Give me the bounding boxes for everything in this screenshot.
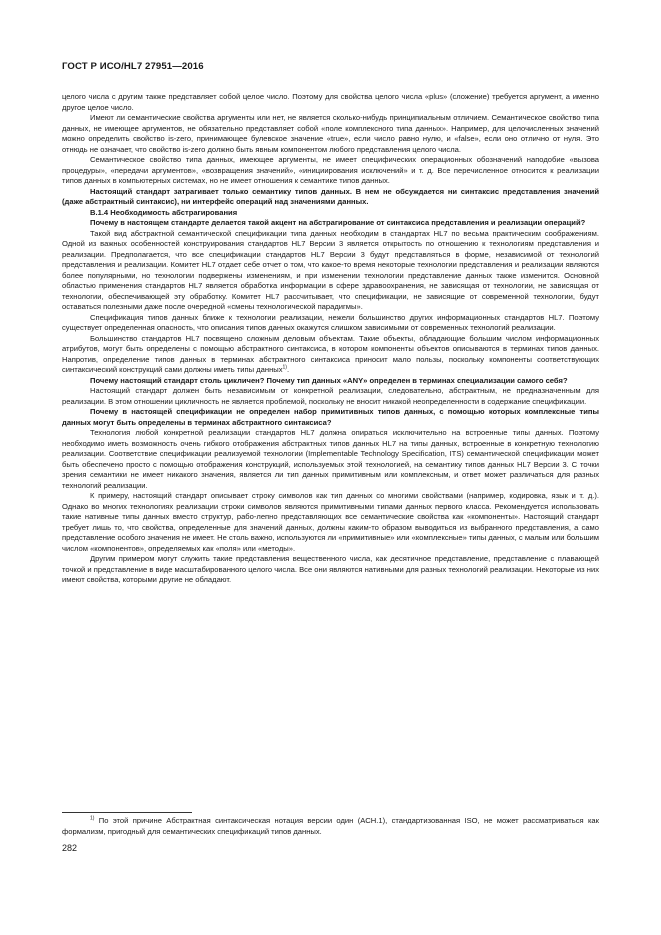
question-heading: Почему в настоящей спецификации не определен набор примитивных типов данных, с помощью которых комплексные типы данных могут быть определены в терминах абстрактного синтаксиса? [62, 407, 599, 427]
footnote [62, 816, 599, 837]
section-heading: В.1.4 Необходимость абстрагирования [90, 207, 238, 217]
paragraph: Другим примером могут служить такие представления вещественного числа, как десятичное представление, представление с плавающей точкой и представление в виде масштабированного целого числа. Все они являются нативными для разных технологий реализации. Некоторые из них имеют свойства, которыми другие не обладают. [62, 554, 599, 584]
footnote-ref: 1) [282, 364, 287, 371]
footnote-divider [62, 812, 192, 813]
page-number: 282 [62, 843, 78, 853]
document-body [62, 92, 599, 586]
paragraph: Настоящий стандарт должен быть независимым от конкретной реализации, следовательно, абстрактным, не предназначенным для реализации. В этом отношении цикличность не является проблемой, поскольку не вносит никакой неопределенности в содержание спецификации. [62, 386, 599, 406]
paragraph: Спецификация типов данных ближе к технологии реализации, нежели большинство других информационных стандартов HL7. Поэтому существует определенная опасность, что описания типов данных окажутся слишком зависимыми от современных технологий реализации. [62, 312, 599, 332]
paragraph-text: Большинство стандартов HL7 посвящено сложным деловым объектам. Такие объекты, обладающие большим числом информационных атрибутов, могут быть определены с помощью абстрактного синтаксиса, в котором компоненты объектов описываются в терминах типов данных. Напротив, определение типов данных в терминах абстрактного синтаксиса приносит мало пользы, поскольку компоненты соответствующих синтаксический конструкций сами должны иметь типы данных [62, 333, 599, 374]
footnote-marker: 1) [90, 815, 95, 822]
paragraph: К примеру, настоящий стандарт описывает строку символов как тип данных со многими свойствами (например, кодировка, язык и т. д.). Однако во многих технологиях реализации строки символов являются примитивными типами данных первого класса. Рекомендуется использовать такие нативные типы данных вместо структур, рабо-лепно представляющих все семантические свойства как «компоненты». Настоящий стандарт требует лишь то, что свойства, определенные для значений данных, должны каким-то образом выводиться из выбранного представления, а само представление особого значения не имеет. Не столь важно, используются ли «примитивные» или «комплексные» типы данных, с малым или большим числом «компонентов», определяемых как «поля» или «методы». [62, 491, 599, 553]
bold-paragraph: Настоящий стандарт затрагивает только семантику типов данных. В нем не обсуждается ни синтаксис представления значений (даже абстрактный синтаксис), ни интерфейс операций над значениями данных. [62, 186, 599, 206]
document-header: ГОСТ Р ИСО/HL7 27951—2016 [62, 61, 204, 72]
question-heading: Почему настоящий стандарт столь цикличен? Почему тип данных «ANY» определен в терминах специализации самого себя? [90, 375, 568, 385]
paragraph: Такой вид абстрактной семантической спецификации типа данных необходим в стандартах HL7 по весьма практическим соображениям. Одной из важных особенностей конструирования стандартов HL7 Версии 3 является открытость по отношению к технологиям представления и реализации. Предполагается, что все спецификации стандартов HL7 Версии 3 будут представляться в форме, независимой от технологий представления и реализации. Комитет HL7 отдает себе отчет о том, что какое-то время некоторые технологии представления и реализации являются более популярными, но технологии подвержены изменениям, и при изменении технологии представление данных также изменится. Основной областью применения стандартов HL7 является обработка информации в сфере здравоохранения, не зависящая от технологии, не зависящая от технологии, обеспечивающей эту обработку. Комитет HL7 рассчитывает, что спецификации, не зависящие от современной технологии, будут оставаться полезными даже после очередной «смены технологической парадигмы». [62, 228, 599, 311]
paragraph: Большинство стандартов HL7 посвящено сложным деловым объектам. Такие объекты, обладающие большим числом информационных атрибутов, могут быть определены с помощью абстрактного синтаксиса, в котором компоненты объектов описываются в терминах типов данных. Напротив, определение типов данных в терминах абстрактного синтаксиса приносит мало пользы, поскольку компоненты соответствующих синтаксический конструкций сами должны иметь типы данных$^{1)}$. [62, 333, 599, 374]
paragraph: Технология любой конкретной реализации стандартов HL7 должна опираться исключительно на встроенные типы данных. Поэтому необходимо иметь возможность очень гибкого отображения абстрактных типов данных HL7 на типы данных, встроенные в конкретную технологию реализации. Соответствие спецификации реализуемой технологии (Implementable Technology Specification, ITS) семантической спецификации может быть обеспечено просто с помощью отображения конструкций, используемых этой технологией, на семантику типов данных HL7 Версии 3. С точки зрения семантики не имеет никакого значения, является ли тип данных примитивным или комплексным, и ответ может различаться для разных технологий реализации. [62, 428, 599, 490]
paragraph: Семантическое свойство типа данных, имеющее аргументы, не имеет специфических операционных обозначений наподобие «вызова процедуры», «передачи аргументов», «возвращения значений», «инициирования исключений» и т. д. Все перечисленное относится к реализации типов данных в компьютерных системах, но не имеет отношения к семантике типов данных. [62, 155, 599, 185]
paragraph: Имеют ли семантические свойства аргументы или нет, не является сколько-нибудь принципиальным отличием. Семантическое свойство типа данных, не имеющее аргументов, не обязательно представляет собой «поле комплексного типа данных». Например, для целочисленных значений можно определить свойство is-zero, принимающее булевское значение «true», если число равно нулю, и «false», если оно отлично от нуля. Это отнюдь не означает, что свойство is-zero должно быть явным компонентом любого представления целого числа. [62, 113, 599, 154]
footnote-text: По этой причине Абстрактная синтаксическая нотация версии один (ACH.1), стандартизованная ISO, не может рассматриваться как формализм, пригодный для семантических спецификаций типов данных. [62, 816, 599, 836]
paragraph: целого числа с другим также представляет собой целое число. Поэтому для свойства целого числа «plus» (сложение) требуется аргумент, а именно другое целое число. [62, 92, 599, 112]
question-heading: Почему в настоящем стандарте делается такой акцент на абстрагирование от синтаксиса представления и реализации операций? [90, 218, 586, 227]
